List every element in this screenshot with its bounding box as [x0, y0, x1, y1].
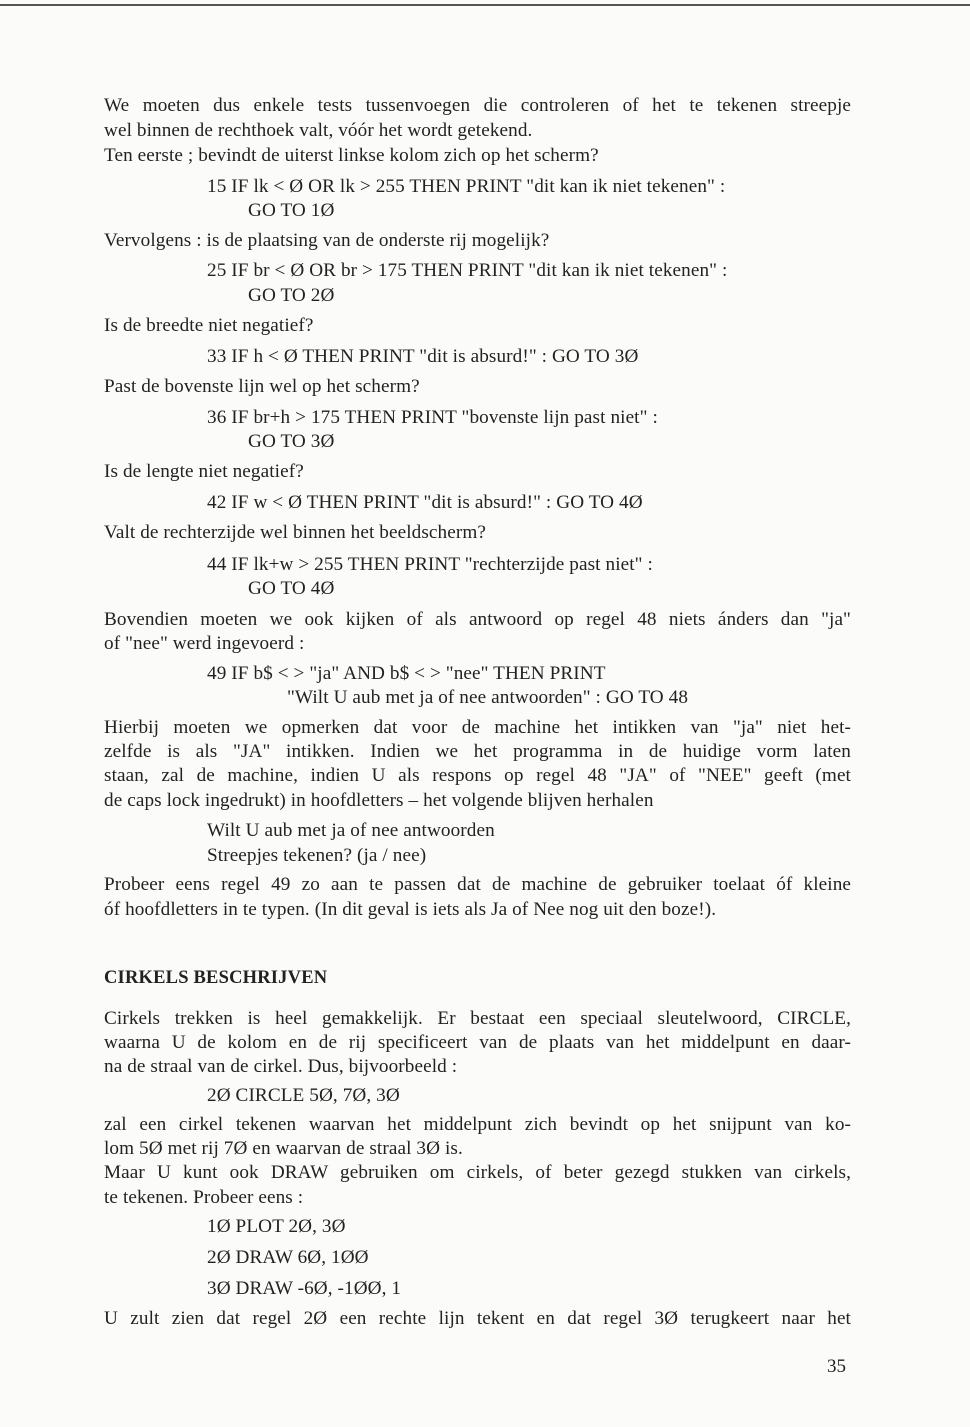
text-line: de caps lock ingedrukt) in hoofdletters – het volgende blijven herhalen: [104, 790, 654, 811]
code-line: 15 IF lk < Ø OR lk > 255 THEN PRINT "dit kan ik niet tekenen" :: [207, 176, 726, 197]
text-line: Maar U kunt ook DRAW gebruiken om cirkels, of beter gezegd stukken van cirkels,: [104, 1162, 851, 1183]
text-line: Is de breedte niet negatief?: [104, 315, 314, 336]
text-line: Hierbij moeten we opmerken dat voor de machine het intikken van "ja" niet het-: [104, 717, 851, 738]
text-line: staan, zal de machine, indien U als respons op regel 48 "JA" of "NEE" geeft (met: [104, 765, 851, 786]
section-heading: CIRKELS BESCHRIJVEN: [104, 968, 328, 988]
code-line: 1Ø PLOT 2Ø, 3Ø: [207, 1216, 346, 1237]
text-line: te tekenen. Probeer eens :: [104, 1187, 304, 1208]
code-line: GO TO 4Ø: [248, 578, 335, 599]
text-line: óf hoofdletters in te typen. (In dit geval is iets als Ja of Nee nog uit den boze!).: [104, 899, 717, 920]
example-line: Wilt U aub met ja of nee antwoorden: [207, 820, 495, 841]
text-line: Vervolgens : is de plaatsing van de onderste rij mogelijk?: [104, 230, 550, 251]
code-line: GO TO 2Ø: [248, 285, 335, 306]
page-number: 35: [827, 1356, 846, 1377]
text-line: We moeten dus enkele tests tussenvoegen die controleren of het te tekenen streepje: [104, 95, 851, 116]
text-line: lom 5Ø met rij 7Ø en waarvan de straal 3Ø is.: [104, 1138, 463, 1159]
code-line: "Wilt U aub met ja of nee antwoorden" : GO TO 48: [287, 687, 689, 708]
text-line: Ten eerste ; bevindt de uiterst linkse kolom zich op het scherm?: [104, 145, 599, 166]
text-line: Is de lengte niet negatief?: [104, 461, 304, 482]
text-line: Bovendien moeten we ook kijken of als antwoord op regel 48 niets ánders dan "ja": [104, 609, 851, 630]
code-line: 42 IF w < Ø THEN PRINT "dit is absurd!" : GO TO 4Ø: [207, 492, 643, 513]
code-line: GO TO 1Ø: [248, 200, 335, 221]
text-line: Probeer eens regel 49 zo aan te passen dat de machine de gebruiker toelaat óf kleine: [104, 874, 851, 895]
text-line: Past de bovenste lijn wel op het scherm?: [104, 376, 420, 397]
code-line: 3Ø DRAW -6Ø, -1ØØ, 1: [207, 1278, 402, 1299]
text-line: na de straal van de cirkel. Dus, bijvoorbeeld :: [104, 1056, 458, 1077]
code-line: 2Ø DRAW 6Ø, 1ØØ: [207, 1247, 369, 1268]
example-line: Streepjes tekenen? (ja / nee): [207, 845, 427, 866]
text-line: Valt de rechterzijde wel binnen het beeldscherm?: [104, 522, 486, 543]
text-line: U zult zien dat regel 2Ø een rechte lijn tekent en dat regel 3Ø terugkeert naar het: [104, 1308, 851, 1329]
code-line: 36 IF br+h > 175 THEN PRINT "bovenste lijn past niet" :: [207, 407, 658, 428]
text-line: Cirkels trekken is heel gemakkelijk. Er bestaat een speciaal sleutelwoord, CIRCLE,: [104, 1008, 851, 1029]
text-line: zal een cirkel tekenen waarvan het middelpunt zich bevindt op het snijpunt van ko-: [104, 1114, 851, 1135]
code-line: 25 IF br < Ø OR br > 175 THEN PRINT "dit kan ik niet tekenen" :: [207, 260, 728, 281]
code-line: GO TO 3Ø: [248, 431, 335, 452]
text-line: waarna U de kolom en de rij specificeert van de plaats van het middelpunt en daar-: [104, 1032, 851, 1053]
code-line: 33 IF h < Ø THEN PRINT "dit is absurd!" : GO TO 3Ø: [207, 346, 639, 367]
text-line: zelfde is als "JA" intikken. Indien we het programma in de huidige vorm laten: [104, 741, 851, 762]
code-line: 49 IF b$ < > "ja" AND b$ < > "nee" THEN PRINT: [207, 663, 606, 684]
code-line: 44 IF lk+w > 255 THEN PRINT "rechterzijde past niet" :: [207, 554, 653, 575]
top-rule: [0, 4, 970, 6]
code-line: 2Ø CIRCLE 5Ø, 7Ø, 3Ø: [207, 1085, 400, 1106]
text-line: of "nee" werd ingevoerd :: [104, 633, 305, 654]
text-line: wel binnen de rechthoek valt, vóór het wordt getekend.: [104, 120, 533, 141]
